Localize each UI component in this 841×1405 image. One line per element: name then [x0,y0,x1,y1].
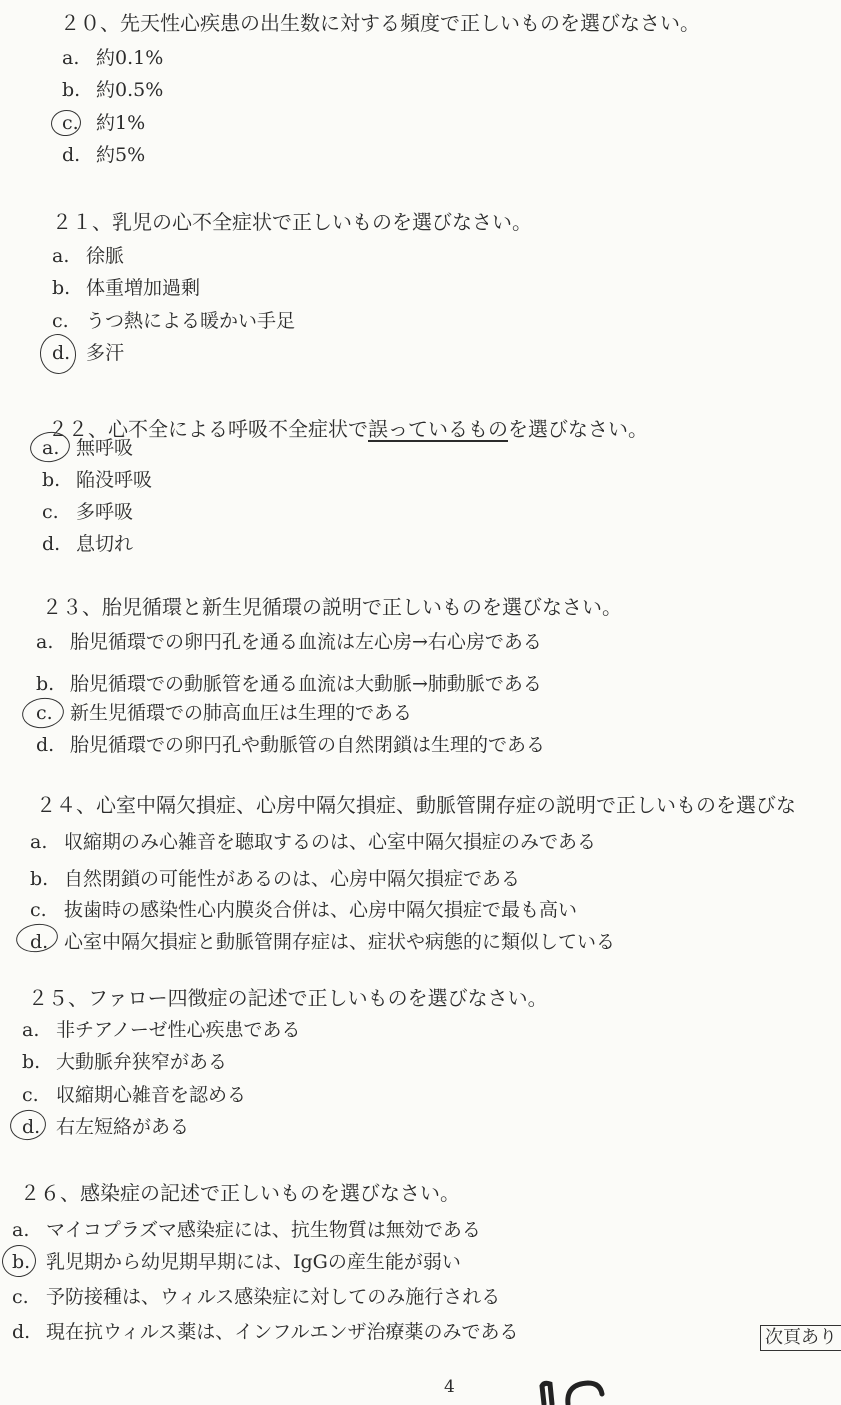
option-b: b. 自然閉鎖の可能性があるのは、心房中隔欠損症である [30,868,521,890]
question-stem: ２４、心室中隔欠損症、心房中隔欠損症、動脈管開存症の説明で正しいものを選びな [36,793,796,817]
option-c: c. 新生児循環での肺高血圧は生理的である [36,702,413,724]
option-a: a. 無呼吸 [42,437,134,459]
option-d: d. 心室中隔欠損症と動脈管開存症は、症状や病態的に類似している [30,931,616,953]
option-a: a. 胎児循環での卵円孔を通る血流は左心房→右心房である [36,631,542,653]
option-b: b. 陥没呼吸 [42,469,153,491]
option-b: b. 約0.5% [62,79,164,101]
option-c: c. 予防接種は、ウィルス感染症に対してのみ施行される [12,1286,501,1308]
option-b: b. 胎児循環での動脈管を通る血流は大動脈→肺動脈である [36,673,542,695]
option-d: d. 胎児循環での卵円孔や動脈管の自然閉鎖は生理的である [36,734,546,756]
option-a: a. マイコプラズマ感染症には、抗生物質は無効である [12,1219,481,1241]
question-stem: ２１、乳児の心不全症状で正しいものを選びなさい。 [52,210,532,234]
option-a: a. 非チアノーゼ性心疾患である [22,1019,301,1041]
option-a: a. 約0.1% [62,47,164,69]
page-number: 4 [444,1377,455,1397]
answer-circle-mark [37,332,78,377]
option-c: c. 約1% [62,112,146,134]
option-c: c. 収縮期心雑音を認める [22,1084,247,1106]
option-b: b. 大動脈弁狭窄がある [22,1051,228,1073]
option-b: b. 体重増加過剰 [52,277,201,299]
underlined-emphasis: 誤っているもの [368,417,508,441]
handwritten-mark [530,1378,610,1405]
option-d: d. 多汗 [52,342,125,364]
option-c: c. 多呼吸 [42,501,134,523]
option-a: a. 徐脈 [52,245,125,267]
option-d: d. 約5% [62,144,146,166]
next-page-note: 次頁あり [760,1325,841,1351]
option-d: d. 右左短絡がある [22,1116,190,1138]
question-stem: ２３、胎児循環と新生児循環の説明で正しいものを選びなさい。 [42,595,622,619]
option-c: c. うつ熱による暖かい手足 [52,310,296,332]
option-c: c. 抜歯時の感染性心内膜炎合併は、心房中隔欠損症で最も高い [30,899,578,921]
option-a: a. 収縮期のみ心雑音を聴取するのは、心室中隔欠損症のみである [30,831,597,853]
question-stem: ２０、先天性心疾患の出生数に対する頻度で正しいものを選びなさい。 [60,11,700,35]
option-d: d. 息切れ [42,533,134,555]
question-stem: ２５、ファロー四徴症の記述で正しいものを選びなさい。 [28,986,548,1010]
question-stem: ２６、感染症の記述で正しいものを選びなさい。 [20,1181,460,1205]
option-d: d. 現在抗ウィルス薬は、インフルエンザ治療薬のみである [12,1321,519,1343]
question-stem: ２２、心不全による呼吸不全症状で誤っているものを選びなさい。 [48,417,648,441]
option-b: b. 乳児期から幼児期早期には、IgGの産生能が弱い [12,1251,461,1273]
